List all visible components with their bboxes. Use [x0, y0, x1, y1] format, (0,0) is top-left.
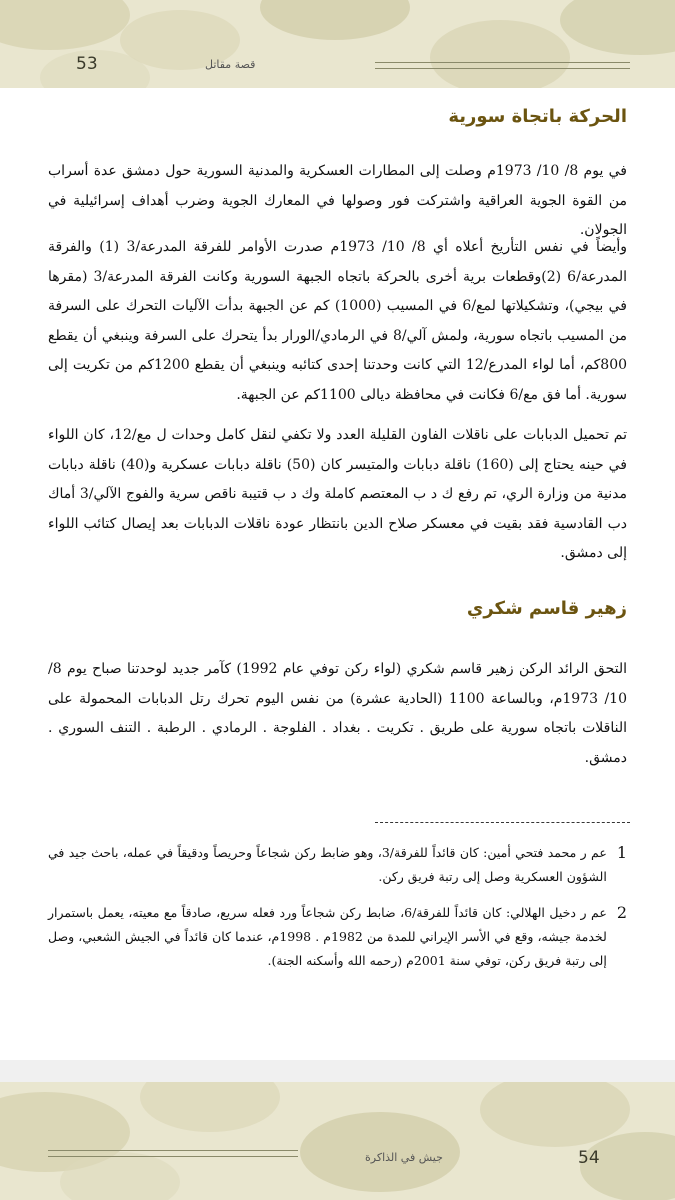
header-band: [0, 0, 675, 88]
section-heading-2: زهير قاسم شكري: [466, 598, 627, 619]
footer-band: [0, 1082, 675, 1200]
footnote: [48, 841, 627, 889]
footnote-divider: [375, 822, 630, 823]
header-rule: [375, 62, 630, 63]
header-page-number: 53: [76, 54, 98, 74]
footer-page-number: 54: [578, 1148, 600, 1168]
section1-body-2: [48, 233, 627, 410]
footnote: [48, 901, 627, 973]
footer-rule: [48, 1150, 298, 1151]
footer-rule-2: [48, 1156, 298, 1157]
section-heading: الحركة باتجاة سورية: [448, 106, 627, 127]
paragraph: وأيضاً في نفس التأريخ أعلاه أي 8/ 10/ 1973م صدرت الأوامر للفرقة المدرعة/3 (1) والفرقة المدرعة/6 (2)وقطعات برية أخرى بالحركة باتجاه الجبهة السورية وكانت الفرقة المدرعة/3 (مقرها في بيجي)، وتشكيلاتها لمع/6 في المسيب (1000) كم عن الجبهة بدأت الآليات التحرك على السرفة من المسيب باتجاه سورية، ولمش آلي/8 في الرمادي/الورار بدأ يتحرك على السرفة وينبغي أن يقطع 800كم، أما لواء المدرع/12 التي كانت وحدتنا إحدى كتائبه وينبغي أن يقطع 1200كم من تكريت إلى سورية. أما فق مع/6 فكانت في محافظة ديالى 1100كم عن الجبهة.: [48, 239, 628, 403]
footer-running-title: جيش في الذاكرة: [365, 1151, 443, 1164]
paragraph: في يوم 8/ 10/ 1973م وصلت إلى المطارات العسكرية والمدنية السورية حول دمشق عدة أسراب من القوة الجوية العراقية واشتركت فور وصولها في المعارك الجوية وضرب أهداف إسرائيلية في الجولان.: [48, 163, 627, 238]
footnote-number: 1: [616, 843, 627, 862]
footnote-text: عم ر محمد فتحي أمين: كان قائداً للفرقة/3، وهو ضابط ركن شجاعاً وحريصاً ودقيقاً في عمله، باحث جيد في الشؤون العسكرية وصل إلى رتبة فريق ركن.: [48, 845, 607, 884]
footnote-number: 2: [616, 903, 627, 922]
header-rule-2: [375, 68, 630, 69]
footnote-text: عم ر دخيل الهلالي: كان قائداً للفرقة/6، ضابط ركن شجاعاً ورد فعله سريع، صادقاً مع معيته، يعمل باستمرار لخدمة جيشه، وقع في الأسر الإيراني للمدة من 1982م . 1998م، عندما كان قائداً في الجيش الشعبي، وصل إلى رتبة فريق ركن، توفي سنة 2001م (رحمه الله وأسكنه الجنة).: [48, 905, 607, 968]
section1-body-3: [48, 421, 627, 569]
paragraph: تم تحميل الدبابات على ناقلات الفاون القليلة العدد ولا تكفي لنقل كامل وحدات ل مع/12، كان اللواء في حينه يحتاج إلى (160) ناقلة دبابات والمتيسر كان (50) ناقلة دبابات عسكرية و(40) ناقلة دبابات مدنية من وزارة الري، تم رفع ك د ب المعتصم كاملة وك د ب قتيبة ناقص سرية والفوج الآلي/3 أماك دب القادسية فقد بقيت في معسكر صلاح الدين بانتظار عودة ناقلات الدبابات بعد إيصال كتائب اللواء إلى دمشق.: [48, 427, 627, 561]
header-running-title: قصة مقاتل: [205, 58, 256, 71]
section2-body: [48, 655, 627, 773]
paragraph: التحق الرائد الركن زهير قاسم شكري (لواء ركن توفي عام 1992) كآمر جديد لوحدتنا صباح يوم 8/ 10/ 1973م، وبالساعة 1100 (الحادية عشرة) من نفس اليوم تحرك رتل الدبابات المحمولة على الناقلات باتجاه سورية على طريق . تكريت . بغداد . الفلوجة . الرمادي . الرطبة . التنف السوري . دمشق.: [48, 661, 627, 766]
page-gap: [0, 1060, 675, 1082]
